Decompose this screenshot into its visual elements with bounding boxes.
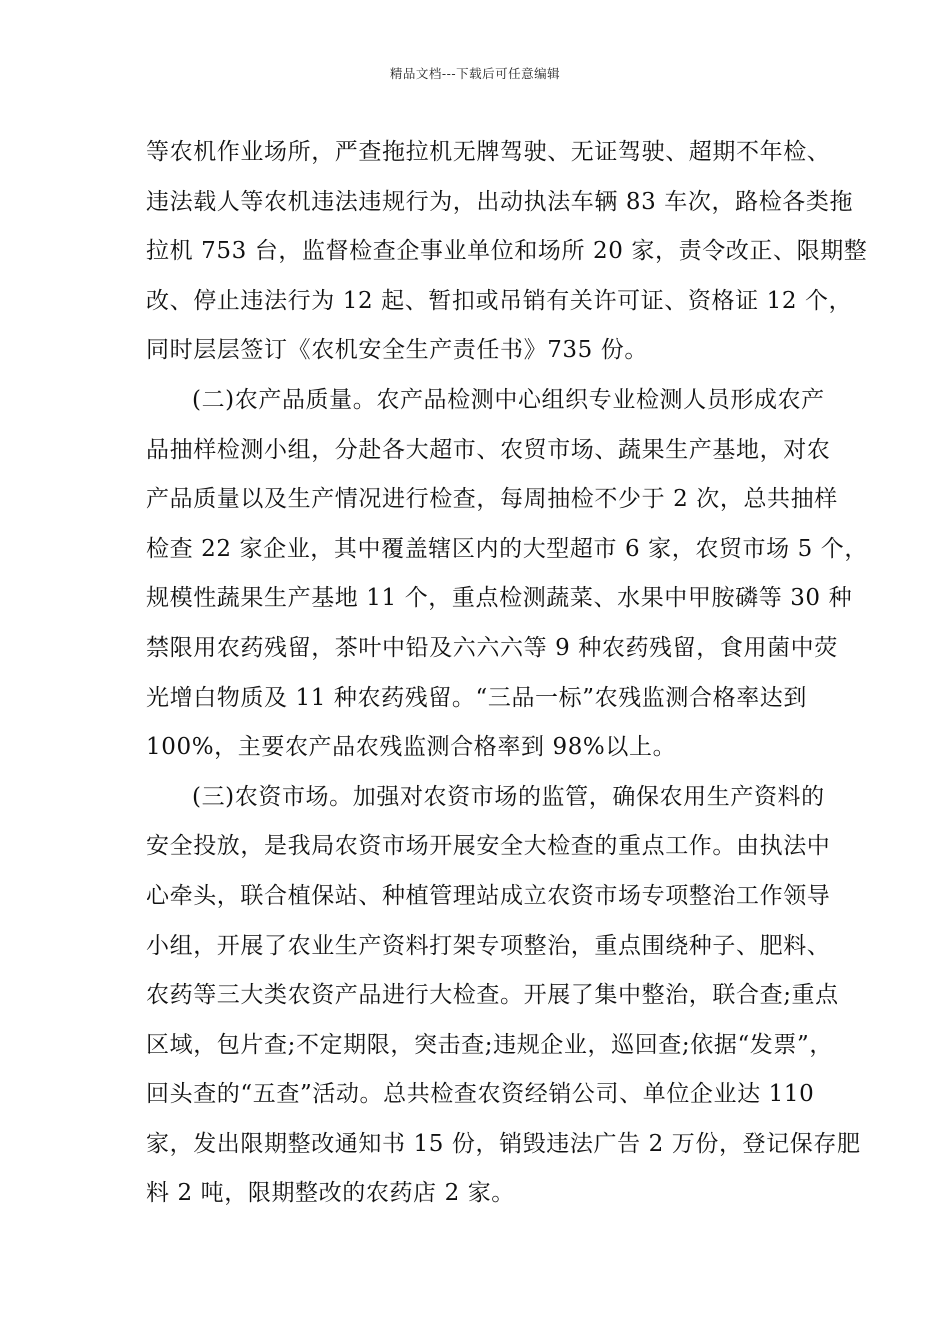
- text-line: 100%，主要农产品农残监测合格率到 98%以上。: [146, 734, 677, 761]
- text-line: 等农机作业场所，严查拖拉机无牌驾驶、无证驾驶、超期不年检、: [146, 139, 831, 165]
- text-line: 心牵头，联合植保站、种植管理站成立农资市场专项整治工作领导: [146, 882, 831, 909]
- text-line: 回头查的“五查”活动。总共检查农资经销公司、单位企业达 110: [146, 1081, 815, 1108]
- text-line: 违法载人等农机违法违规行为，出动执法车辆 83 车次，路检各类拖: [146, 188, 854, 215]
- page-header: 精品文档---下载后可任意编辑: [389, 66, 561, 81]
- text-line: (二)农产品质量。农产品检测中心组织专业检测人员形成农产: [192, 386, 825, 413]
- text-line: 光增白物质及 11 种农药残留。“三品一标”农残监测合格率达到: [146, 684, 808, 711]
- text-line: 家，发出限期整改通知书 15 份，销毁违法广告 2 万份，登记保存肥: [146, 1130, 861, 1157]
- document-body: [146, 128, 868, 1219]
- text-line: 农药等三大类农资产品进行大检查。开展了集中整治，联合查;重点: [146, 982, 839, 1009]
- text-line: 区域，包片查;不定期限，突击查;违规企业，巡回查;依据“发票”，: [146, 1031, 833, 1058]
- text-line: 料 2 吨，限期整改的农药店 2 家。: [146, 1180, 515, 1207]
- text-line: 安全投放，是我局农资市场开展安全大检查的重点工作。由执法中: [146, 833, 831, 860]
- text-line: 规模性蔬果生产基地 11 个，重点检测蔬菜、水果中甲胺磷等 30 种: [146, 585, 853, 612]
- text-line: 小组，开展了农业生产资料打架专项整治，重点围绕种子、肥料、: [146, 932, 831, 959]
- text-line: (三)农资市场。加强对农资市场的监管，确保农用生产资料的: [192, 783, 825, 810]
- text-line: 拉机 753 台，监督检查企事业单位和场所 20 家，责令改正、限期整: [146, 238, 868, 265]
- text-line: 品抽样检测小组，分赴各大超市、农贸市场、蔬果生产基地，对农: [146, 436, 831, 463]
- text-line: 产品质量以及生产情况进行检查，每周抽检不少于 2 次，总共抽样: [146, 486, 838, 513]
- text-line: 检查 22 家企业，其中覆盖辖区内的大型超市 6 家，农贸市场 5 个，: [146, 535, 868, 562]
- text-line: 禁限用农药残留，茶叶中铅及六六六等 9 种农药残留，食用菌中荧: [146, 634, 838, 661]
- text-line: 同时层层签订《农机安全生产责任书》735 份。: [146, 337, 649, 364]
- text-line: 改、停止违法行为 12 起、暂扣或吊销有关许可证、资格证 12 个，: [146, 287, 853, 314]
